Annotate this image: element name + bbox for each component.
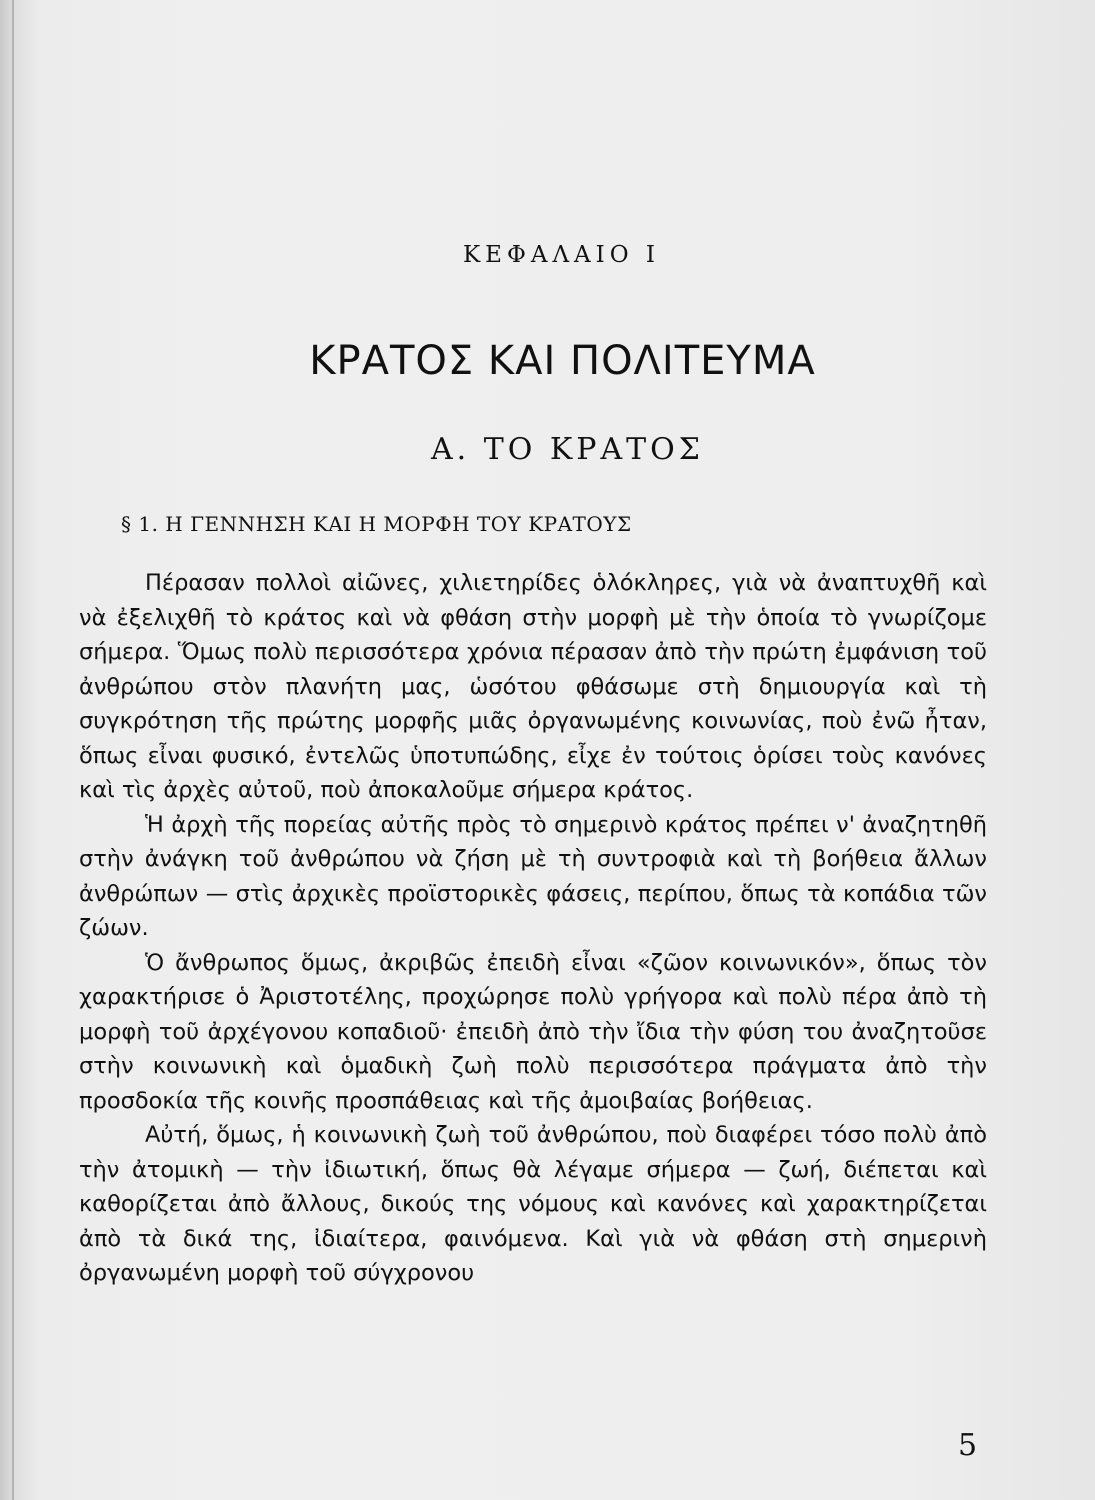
paragraph: Ἡ ἀρχὴ τῆς πορείας αὐτῆς πρὸς τὸ σημερινὸ κράτος πρέπει ν' ἀναζητηθῆ στὴν ἀνάγκη τοῦ ἀνθρώπου νὰ ζήση μὲ τὴ συντροφιὰ καὶ τὴ βοήθεια ἄλλων ἀνθρώπων — στὶς ἀρχικὲς προϊστορικὲς φάσεις, περίπου, ὅπως τὰ κοπάδια τῶν ζώων.: [79, 811, 987, 941]
body-text: [79, 566, 987, 1291]
chapter-label: ΚΕΦΑΛΑΙΟ Ι: [463, 242, 660, 268]
paragraph: Ὁ ἄνθρωπος ὅμως, ἀκριβῶς ἐπειδὴ εἶναι «ζῶον κοινωνικόν», ὅπως τὸν χαρακτήρισε ὁ Ἀριστοτέλης, προχώρησε πολὺ γρήγορα καὶ πολὺ πέρα ἀπὸ τὴ μορφὴ τοῦ ἀρχέγονου κοπαδιοῦ· ἐπειδὴ ἀπὸ τὴν ἴδια τὴν φύση του ἀναζητοῦσε στὴν κοινωνικὴ καὶ ὁμαδικὴ ζωὴ πολὺ περισσότερα πράγματα ἀπὸ τὴν προσδοκία τῆς κοινῆς προσπάθειας καὶ τῆς ἀμοιβαίας βοήθειας.: [79, 949, 987, 1114]
chapter-title: ΚΡΑΤΟΣ ΚΑΙ ΠΟΛΙΤΕΥΜΑ: [309, 338, 816, 384]
subsection-title: § 1. Η ΓΕΝΝΗΣΗ ΚΑΙ Η ΜΟΡΦΗ ΤΟΥ ΚΡΑΤΟΥΣ: [121, 512, 632, 536]
page-number: 5: [958, 1428, 978, 1463]
paragraph: Αὐτή, ὅμως, ἡ κοινωνικὴ ζωὴ τοῦ ἀνθρώπου, ποὺ διαφέρει τόσο πολὺ ἀπὸ τὴν ἀτομικὴ — τὴν ἰδιωτική, ὅπως θὰ λέγαμε σήμερα — ζωή, διέπεται καὶ καθορίζεται ἀπὸ ἄλλους, δικούς της νόμους καὶ κανόνες καὶ χαρακτηρίζεται ἀπὸ τὰ δικά της, ἰδιαίτερα, φαινόμενα. Καὶ γιὰ νὰ φθάση στὴ σημερινὴ ὀργανωμένη μορφὴ τοῦ σύγχρονου: [79, 1122, 987, 1286]
section-title: Α. ΤΟ ΚΡΑΤΟΣ: [431, 432, 704, 467]
book-spine-shadow: [12, 0, 14, 1500]
paragraph: Πέρασαν πολλοὶ αἰῶνες, χιλιετηρίδες ὁλόκληρες, γιὰ νὰ ἀναπτυχθῆ καὶ νὰ ἐξελιχθῆ τὸ κράτος καὶ νὰ φθάση στὴν μορφὴ μὲ τὴν ὁποία τὸ γνωρίζομε σήμερα. Ὅμως πολὺ περισσότερα χρόνια πέρασαν ἀπὸ τὴν πρώτη ἐμφάνιση τοῦ ἀνθρώπου στὸν πλανήτη μας, ὡσότου φθάσωμε στὴ δημιουργία καὶ τὴ συγκρότηση τῆς πρώτης μορφῆς μιᾶς ὀργανωμένης κοινωνίας, ποὺ ἐνῶ ἦταν, ὅπως εἶναι φυσικό, ἐντελῶς ὑποτυπώδης, εἶχε ἐν τούτοις ὁρίσει τοὺς κανόνες καὶ τὶς ἀρχὲς αὐτοῦ, ποὺ ἀποκαλοῦμε σήμερα κράτος.: [79, 570, 987, 803]
